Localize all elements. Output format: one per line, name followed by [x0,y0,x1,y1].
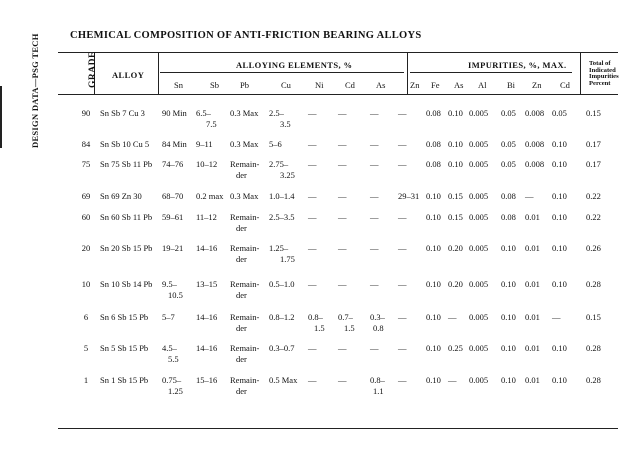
cell-bi: 0.10 [501,375,516,385]
col-header-pb: Pb [240,80,249,90]
table-bottom-rule [58,428,618,429]
impurities-header: IMPURITIES, %, MAX. [468,60,567,70]
cell-as_i: 0.15 [448,191,463,201]
cell-cd: — [338,108,347,118]
cell-as_i: 0.20 [448,279,463,289]
cell-sn: 4.5– [162,343,177,353]
cell-grade: 69 [81,191,91,201]
cell-al: 0.005 [469,343,489,353]
cell-al: 0.005 [469,243,489,253]
cell-as_i: — [448,375,457,385]
cell-as: 0.8– [370,375,385,385]
cell-fe: 0.08 [426,159,441,169]
col-header-sn: Sn [174,80,183,90]
cell-sn: 5–7 [162,312,175,322]
cell-cd: — [338,343,347,353]
alloying-elements-header: ALLOYING ELEMENTS, % [236,60,353,70]
cell-grade: 1 [83,375,89,385]
cell-cd_i: 0.10 [552,375,567,385]
cell-ni: — [308,279,317,289]
cell-pb2: der [236,323,247,333]
cell-pb: 0.3 Max [230,139,259,149]
cell-cd_i: 0.10 [552,159,567,169]
cell-as: — [370,279,379,289]
cell-bi: 0.10 [501,312,516,322]
cell-zn: — [398,212,407,222]
cell-ni: — [308,212,317,222]
cell-sb: 6.5– [196,108,211,118]
cell-as_i: 0.25 [448,343,463,353]
col-header-ni: Ni [315,80,324,90]
cell-cu2: 3.25 [280,170,295,180]
cell-pb2: der [236,254,247,264]
cell-zn_i: 0.008 [525,159,545,169]
cell-zn_i: 0.008 [525,108,545,118]
cell-total: 0.28 [586,343,601,353]
cell-ni: — [308,343,317,353]
cell-pb2: der [236,290,247,300]
cell-sn2: 5.5 [168,354,179,364]
cell-grade: 10 [81,279,91,289]
cell-sn: 19–21 [162,243,184,253]
cell-zn: — [398,159,407,169]
cell-pb2: der [236,223,247,233]
cell-cd: — [338,279,347,289]
cell-sn2: 10.5 [168,290,183,300]
table-row [0,279,638,303]
cell-pb: Remain- [230,159,260,169]
cell-sn2: 1.25 [168,386,183,396]
cell-as: — [370,212,379,222]
table-row [0,312,638,336]
col-header-al: Al [478,80,487,90]
cell-al: 0.005 [469,108,489,118]
cell-cu: 1.0–1.4 [269,191,295,201]
cell-as2: 0.8 [373,323,384,333]
cell-as_i: 0.20 [448,243,463,253]
col-header-as-impurity: As [454,80,464,90]
cell-sn: 0.75– [162,375,182,385]
cell-cd_i: 0.05 [552,108,567,118]
cell-alloy: Sn 10 Sb 14 Pb [100,279,153,289]
cell-al: 0.005 [469,159,489,169]
cell-as: — [370,243,379,253]
cell-total: 0.17 [586,139,601,149]
cell-as: — [370,139,379,149]
cell-sn: 90 Min [162,108,187,118]
cell-cu: 2.75– [269,159,289,169]
cell-zn: — [398,343,407,353]
cell-fe: 0.10 [426,312,441,322]
cell-cd: — [338,212,347,222]
cell-fe: 0.10 [426,343,441,353]
cell-sb: 13–15 [196,279,218,289]
cell-as: — [370,343,379,353]
cell-fe: 0.10 [426,279,441,289]
cell-bi: 0.10 [501,243,516,253]
cell-bi: 0.10 [501,279,516,289]
cell-ni: — [308,108,317,118]
cell-zn_i: 0.01 [525,243,540,253]
cell-cu: 0.3–0.7 [269,343,295,353]
alloy-header: ALLOY [112,70,145,80]
table-row [0,243,638,267]
cell-zn_i: 0.01 [525,212,540,222]
cell-total: 0.22 [586,212,601,222]
cell-pb: Remain- [230,279,260,289]
cell-fe: 0.08 [426,139,441,149]
cell-alloy: Sn 5 Sb 15 Pb [100,343,149,353]
cell-zn: — [398,139,407,149]
cell-sb: 14–16 [196,243,218,253]
col-header-zn: Zn [410,80,420,90]
cell-cd: — [338,159,347,169]
cell-sn: 68–70 [162,191,184,201]
col-header-sb: Sb [210,80,219,90]
cell-sb: 15–16 [196,375,218,385]
cell-as: — [370,159,379,169]
cell-cd: — [338,243,347,253]
cell-zn: — [398,312,407,322]
header-top-rule [58,52,618,53]
cell-bi: 0.08 [501,191,516,201]
cell-cu: 5–6 [269,139,282,149]
cell-zn_i: 0.01 [525,375,540,385]
cell-as_i: — [448,312,457,322]
total-divider [580,52,581,94]
cell-sb: 10–12 [196,159,218,169]
cell-zn: — [398,108,407,118]
table-row [0,108,638,132]
cell-cd: 0.7– [338,312,353,322]
cell-cd2: 1.5 [344,323,355,333]
cell-pb2: der [236,170,247,180]
cell-zn: — [398,279,407,289]
cell-ni: — [308,139,317,149]
cell-sb: 14–16 [196,312,218,322]
cell-cu: 0.5 Max [269,375,298,385]
impurities-underline [410,72,572,73]
table-row [0,375,638,399]
cell-alloy: Sn Sb 10 Cu 5 [100,139,150,149]
cell-al: 0.005 [469,191,489,201]
cell-total: 0.15 [586,108,601,118]
cell-bi: 0.05 [501,139,516,149]
cell-zn_i: 0.01 [525,279,540,289]
col-header-cd: Cd [345,80,355,90]
impurities-divider [407,52,408,94]
cell-as: — [370,191,379,201]
cell-cd_i: 0.10 [552,243,567,253]
cell-fe: 0.08 [426,108,441,118]
total-impurities-header: Total of Indicated Impurities Percent [589,60,619,87]
cell-grade: 5 [83,343,89,353]
cell-alloy: Sn 20 Sb 15 Pb [100,243,153,253]
col-header-fe: Fe [431,80,440,90]
cell-ni: — [308,191,317,201]
cell-sn: 59–61 [162,212,184,222]
cell-cd: — [338,375,347,385]
cell-ni: — [308,375,317,385]
cell-pb: Remain- [230,343,260,353]
cell-pb: Remain- [230,212,260,222]
cell-ni2: 1.5 [314,323,325,333]
cell-total: 0.22 [586,191,601,201]
cell-alloy: Sn Sb 7 Cu 3 [100,108,145,118]
cell-as_i: 0.10 [448,108,463,118]
cell-al: 0.005 [469,312,489,322]
cell-bi: 0.05 [501,159,516,169]
table-row [0,159,638,183]
cell-sb2: 7.5 [206,119,217,129]
cell-alloy: Sn 69 Zn 30 [100,191,142,201]
cell-grade: 60 [81,212,91,222]
cell-ni: 0.8– [308,312,323,322]
cell-bi: 0.05 [501,108,516,118]
alloy-divider [158,52,159,94]
cell-pb: Remain- [230,243,260,253]
cell-cd_i: 0.10 [552,279,567,289]
cell-total: 0.26 [586,243,601,253]
cell-as_i: 0.15 [448,212,463,222]
cell-zn_i: 0.01 [525,312,540,322]
cell-pb: Remain- [230,375,260,385]
cell-al: 0.005 [469,375,489,385]
table-row [0,343,638,367]
cell-cd_i: 0.10 [552,191,567,201]
cell-total: 0.15 [586,312,601,322]
cell-cu: 1.25– [269,243,289,253]
col-header-as: As [376,80,386,90]
cell-grade: 20 [81,243,91,253]
cell-pb2: der [236,386,247,396]
cell-cd_i: — [552,312,561,322]
cell-alloy: Sn 60 Sb 11 Pb [100,212,153,222]
cell-zn: — [398,243,407,253]
cell-zn_i: 0.008 [525,139,545,149]
cell-as: 0.3– [370,312,385,322]
cell-cd: — [338,191,347,201]
col-header-bi: Bi [507,80,516,90]
cell-pb: Remain- [230,312,260,322]
cell-fe: 0.10 [426,243,441,253]
cell-al: 0.005 [469,212,489,222]
cell-cu: 0.8–1.2 [269,312,295,322]
cell-cd_i: 0.10 [552,139,567,149]
cell-sb: 11–12 [196,212,217,222]
cell-as_i: 0.10 [448,159,463,169]
cell-fe: 0.10 [426,375,441,385]
cell-as_i: 0.10 [448,139,463,149]
cell-pb2: der [236,354,247,364]
cell-ni: — [308,243,317,253]
cell-total: 0.28 [586,279,601,289]
cell-cu: 2.5–3.5 [269,212,295,222]
cell-as: — [370,108,379,118]
cell-pb: 0.3 Max [230,108,259,118]
col-header-cd-impurity: Cd [560,80,570,90]
cell-fe: 0.10 [426,191,441,201]
table-row [0,212,638,236]
cell-zn_i: 0.01 [525,343,540,353]
cell-cd: — [338,139,347,149]
cell-bi: 0.08 [501,212,516,222]
col-header-cu: Cu [281,80,291,90]
cell-sb: 0.2 max [196,191,224,201]
cell-grade: 90 [81,108,91,118]
cell-sb: 14–16 [196,343,218,353]
cell-zn_i: — [525,191,534,201]
side-label: DESIGN DATA—PSG TECH [30,33,40,148]
cell-cd_i: 0.10 [552,212,567,222]
cell-zn: 29–31 [398,191,420,201]
cell-alloy: Sn 75 Sb 11 Pb [100,159,153,169]
cell-total: 0.28 [586,375,601,385]
table-title: CHEMICAL COMPOSITION OF ANTI-FRICTION BEARING ALLOYS [70,30,422,41]
alloying-underline [160,72,404,73]
cell-total: 0.17 [586,159,601,169]
cell-grade: 75 [81,159,91,169]
cell-cu2: 1.75 [280,254,295,264]
cell-bi: 0.10 [501,343,516,353]
cell-cu: 0.5–1.0 [269,279,295,289]
cell-al: 0.005 [469,139,489,149]
cell-grade: 84 [81,139,91,149]
cell-sb: 9–11 [196,139,213,149]
cell-cd_i: 0.10 [552,343,567,353]
cell-cu: 2.5– [269,108,284,118]
cell-sn: 9.5– [162,279,177,289]
grade-header: GRADE [88,51,98,88]
cell-al: 0.005 [469,279,489,289]
header-bottom-rule [58,94,618,95]
cell-cu2: 3.5 [280,119,291,129]
cell-zn: — [398,375,407,385]
cell-sn: 74–76 [162,159,184,169]
cell-alloy: Sn 1 Sb 15 Pb [100,375,149,385]
cell-as2: 1.1 [373,386,384,396]
cell-alloy: Sn 6 Sb 15 Pb [100,312,149,322]
cell-ni: — [308,159,317,169]
cell-pb: 0.3 Max [230,191,259,201]
cell-grade: 6 [83,312,89,322]
col-header-zn-impurity: Zn [532,80,542,90]
cell-sn: 84 Min [162,139,187,149]
cell-fe: 0.10 [426,212,441,222]
